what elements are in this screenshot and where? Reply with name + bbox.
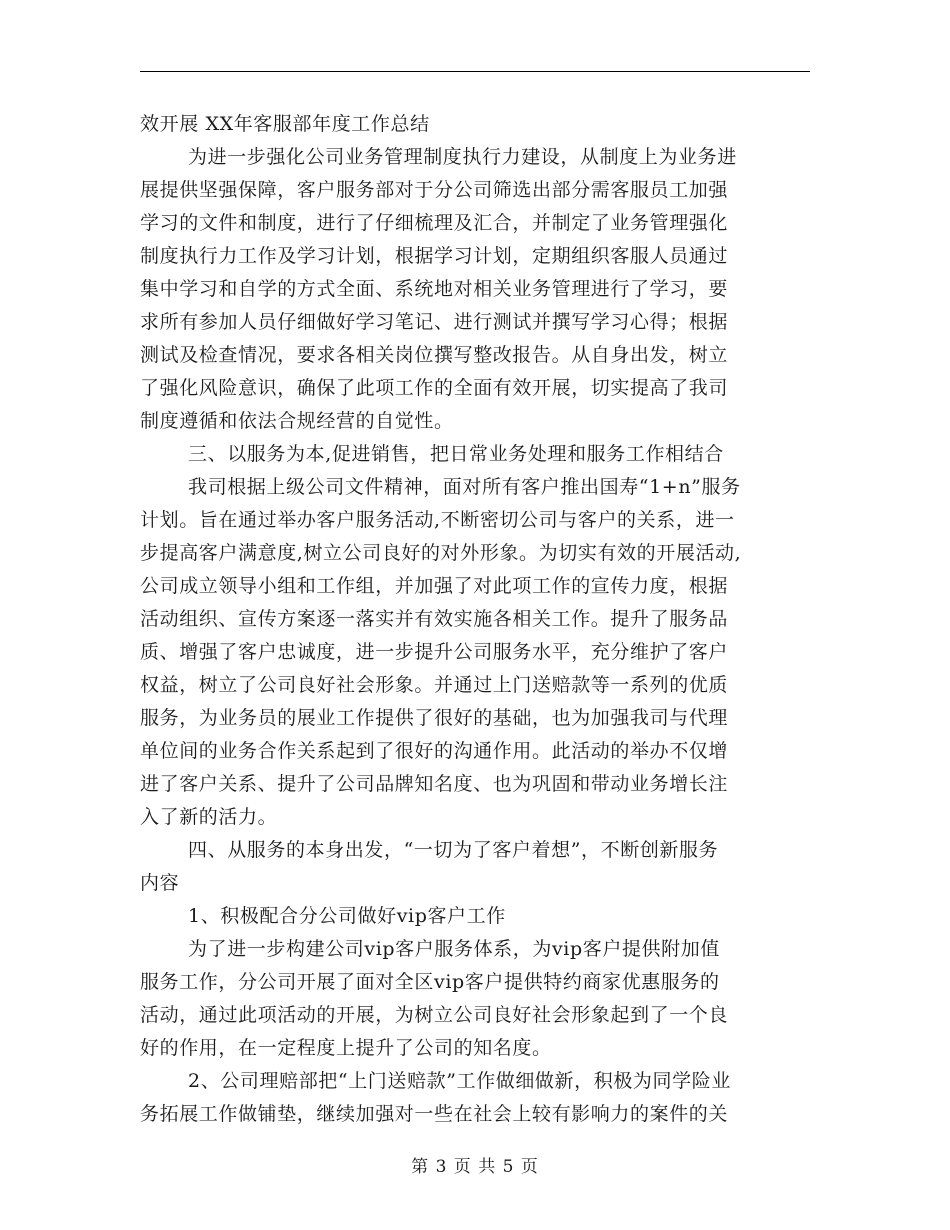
text-line: 学习的文件和制度，进行了仔细梳理及汇合，并制定了业务管理强化: [140, 212, 729, 234]
text-line: 测试及检查情况，要求各相关岗位撰写整改报告。从自身出发，树立: [140, 344, 729, 366]
text-line: 权益，树立了公司良好社会形象。并通过上门送赔款等一系列的优质: [140, 674, 729, 696]
text-line: 服务，为业务员的展业工作提供了很好的基础，也为加强我司与代理: [140, 707, 729, 729]
text-line: 1、积极配合分公司做好vip客户工作: [188, 905, 506, 927]
text-line: 务拓展工作做铺垫，继续加强对一些在社会上较有影响力的案件的关: [140, 1103, 729, 1125]
text-line: 四、从服务的本身出发，“一切为了客户着想”，不断创新服务: [188, 839, 719, 861]
document-body: [140, 108, 810, 1131]
text-line: 制度执行力工作及学习计划，根据学习计划，定期组织客服人员通过: [140, 245, 729, 267]
text-line: 内容: [140, 872, 180, 894]
text-line: 好的作用，在一定程度上提升了公司的知名度。: [140, 1037, 552, 1059]
text-line: 我司根据上级公司文件精神，面对所有客户推出国寿“1+n”服务: [188, 476, 741, 498]
text-line: 效开展 XX年客服部年度工作总结: [140, 113, 430, 135]
text-line: 步提高客户满意度,树立公司良好的对外形象。为切实有效的开展活动,: [140, 542, 742, 564]
text-line: 公司成立领导小组和工作组，并加强了对此项工作的宣传力度，根据: [140, 575, 729, 597]
page-footer: 第 3 页 共 5 页: [411, 1157, 539, 1177]
text-line: 活动，通过此项活动的开展，为树立公司良好社会形象起到了一个良: [140, 1004, 729, 1026]
text-line: 2、公司理赔部把“上门送赔款”工作做细做新，积极为同学险业: [188, 1070, 731, 1092]
text-line: 质、增强了客户忠诚度，进一步提升公司服务水平，充分维护了客户: [140, 641, 729, 663]
text-line: 计划。旨在通过举办客户服务活动,不断密切公司与客户的关系，进一: [140, 509, 735, 531]
text-line: 三、以服务为本,促进销售，把日常业务处理和服务工作相结合: [188, 443, 724, 465]
text-line: 为了进一步构建公司vip客户服务体系，为vip客户提供附加值: [188, 938, 720, 960]
text-line: 展提供坚强保障，客户服务部对于分公司筛选出部分需客服员工加强: [140, 179, 729, 201]
text-line: 进了客户关系、提升了公司品牌知名度、也为巩固和带动业务增长注: [140, 773, 729, 795]
text-line: 入了新的活力。: [140, 806, 278, 828]
text-line: 求所有参加人员仔细做好学习笔记、进行测试并撰写学习心得；根据: [140, 311, 729, 333]
text-line: 活动组织、宣传方案逐一落实并有效实施各相关工作。提升了服务品: [140, 608, 729, 630]
text-line: 集中学习和自学的方式全面、系统地对相关业务管理进行了学习，要: [140, 278, 729, 300]
text-line: 单位间的业务合作关系起到了很好的沟通作用。此活动的举办不仅增: [140, 740, 729, 762]
text-line: 制度遵循和依法合规经营的自觉性。: [140, 410, 454, 432]
text-line: 了强化风险意识，确保了此项工作的全面有效开展，切实提高了我司: [140, 377, 729, 399]
text-line: 服务工作，分公司开展了面对全区vip客户提供特约商家优惠服务的: [140, 971, 720, 993]
header-rule: [140, 71, 810, 72]
text-line: 为进一步强化公司业务管理制度执行力建设，从制度上为业务进: [188, 146, 737, 168]
